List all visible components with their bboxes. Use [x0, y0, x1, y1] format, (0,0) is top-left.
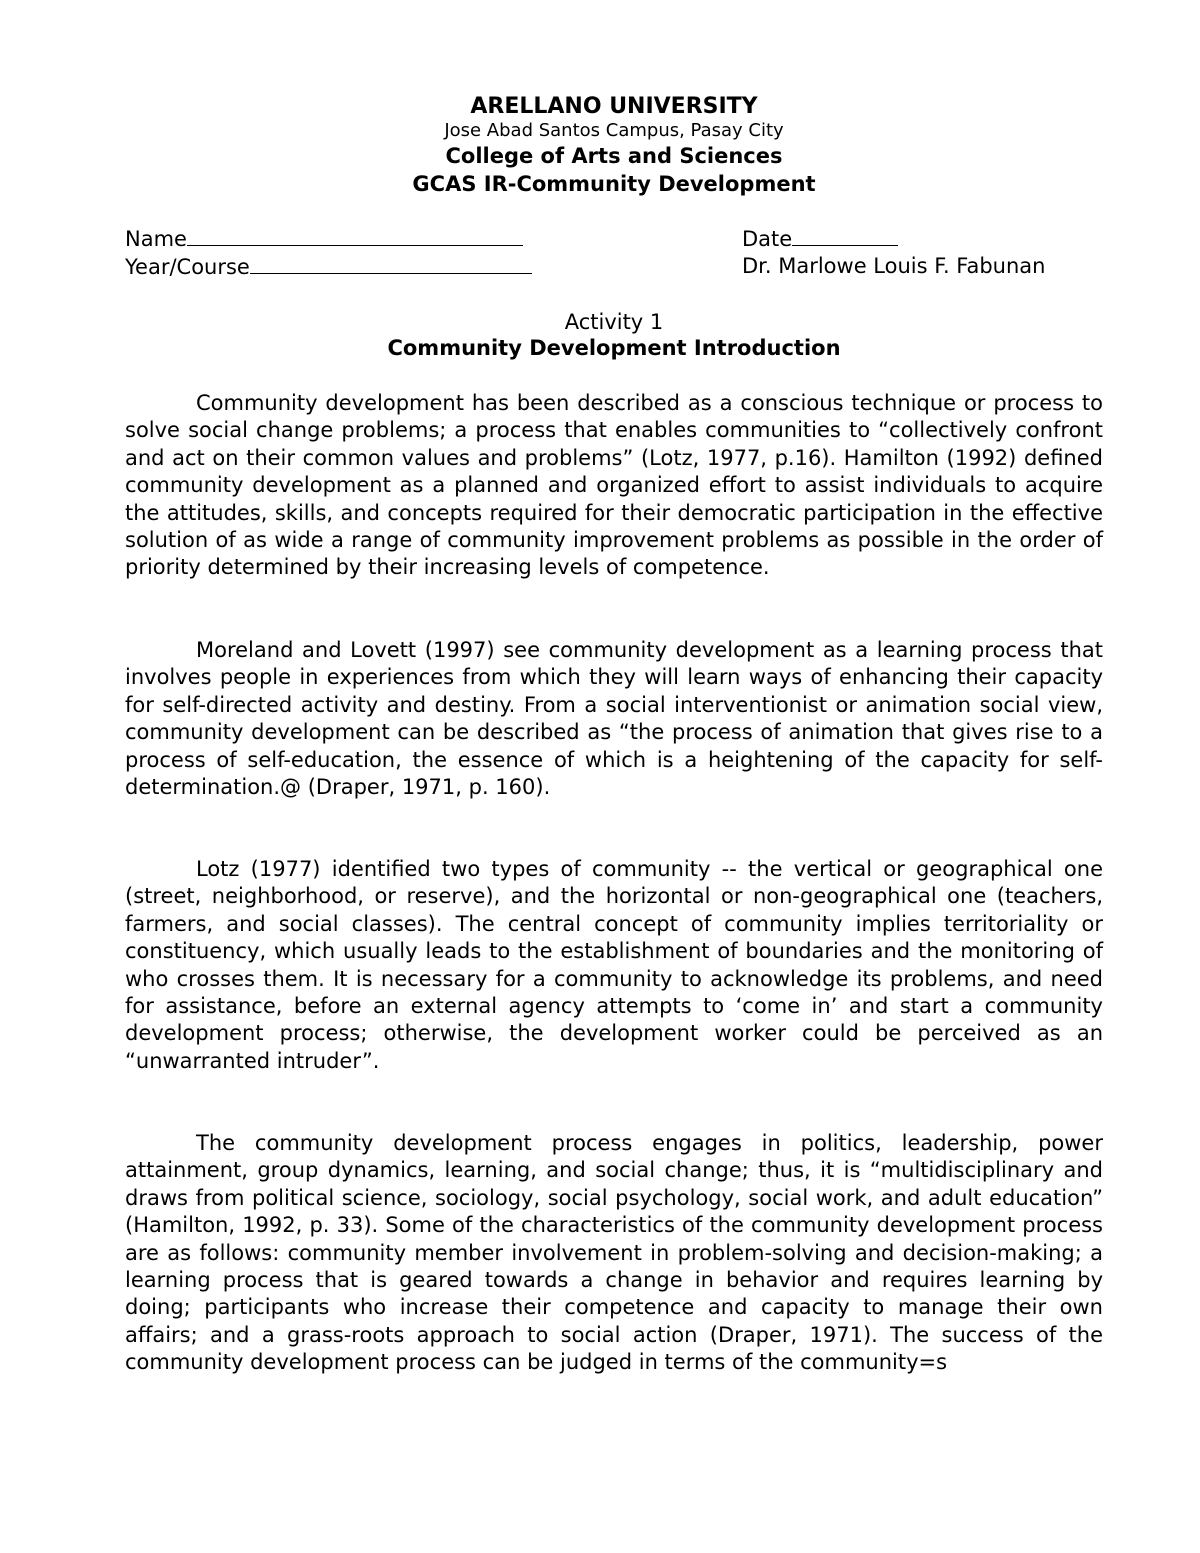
date-label: Date [742, 227, 793, 251]
body-paragraph-4: The community development process engages in politics, leadership, power attainment, group dynamics, learning, and social change; thus, it is “multidisciplinary and draws from political science, sociology, social psychology, social work, and adult education” (Hamilton, 1992, p. 33). Some of the characteristics of the community development process are as follows: community member involvement in problem-solving and decision-making; a learning process that is geared towards a change in behavior and requires learning by doing; participants who increase their competence and capacity to manage their own affairs; and a grass-roots approach to social action (Draper, 1971). The success of the community development process can be judged in terms of the community=s [125, 1131, 1103, 1375]
date-field [742, 228, 898, 250]
name-label: Name [125, 227, 187, 251]
department-name: GCAS IR-Community Development [412, 172, 816, 196]
activity-number: Activity 1 [564, 310, 664, 334]
body-paragraph-2: Moreland and Lovett (1997) see community development as a learning process that involves people in experiences from which they will learn ways of enhancing their capacity for self-directed activity and destiny. From a social interventionist or animation social view, community development can be described as “the process of animation that gives rise to a process of self-education, the essence of which is a heightening of the capacity for self-determination.@ (Draper, 1971, p. 160). [125, 638, 1103, 800]
campus-name: Jose Abad Santos Campus, Pasay City [444, 120, 784, 141]
instructor-name: Dr. Marlowe Louis F. Fabunan [742, 254, 1046, 278]
date-blank-line [792, 228, 898, 246]
year-course-label: Year/Course [125, 255, 250, 279]
name-field [125, 228, 523, 250]
body-paragraph-3: Lotz (1977) identified two types of community -- the vertical or geographical one (street, neighborhood, or reserve), and the horizontal or non-geographical one (teachers, farmers, and social classes). The central concept of community implies territoriality or constituency, which usually leads to the establishment of boundaries and the monitoring of who crosses them. It is necessary for a community to acknowledge its problems, and need for assistance, before an external agency attempts to ‘come in’ and start a community development process; otherwise, the development worker could be perceived as an “unwarranted intruder”. [125, 857, 1103, 1073]
year-course-blank-line [250, 256, 532, 274]
name-blank-line [187, 228, 523, 246]
year-course-field [125, 256, 532, 278]
activity-title: Community Development Introduction [387, 336, 841, 360]
university-name: ARELLANO UNIVERSITY [470, 94, 758, 119]
body-paragraph-1: Community development has been described as a conscious technique or process to solve social change problems; a process that enables communities to “collectively confront and act on their common values and problems” (Lotz, 1977, p.16). Hamilton (1992) defined community development as a planned and organized effort to assist individuals to acquire the attitudes, skills, and concepts required for their democratic participation in the effective solution of as wide a range of community improvement problems as possible in the order of priority determined by their increasing levels of competence. [125, 391, 1103, 580]
college-name: College of Arts and Sciences [445, 144, 783, 168]
